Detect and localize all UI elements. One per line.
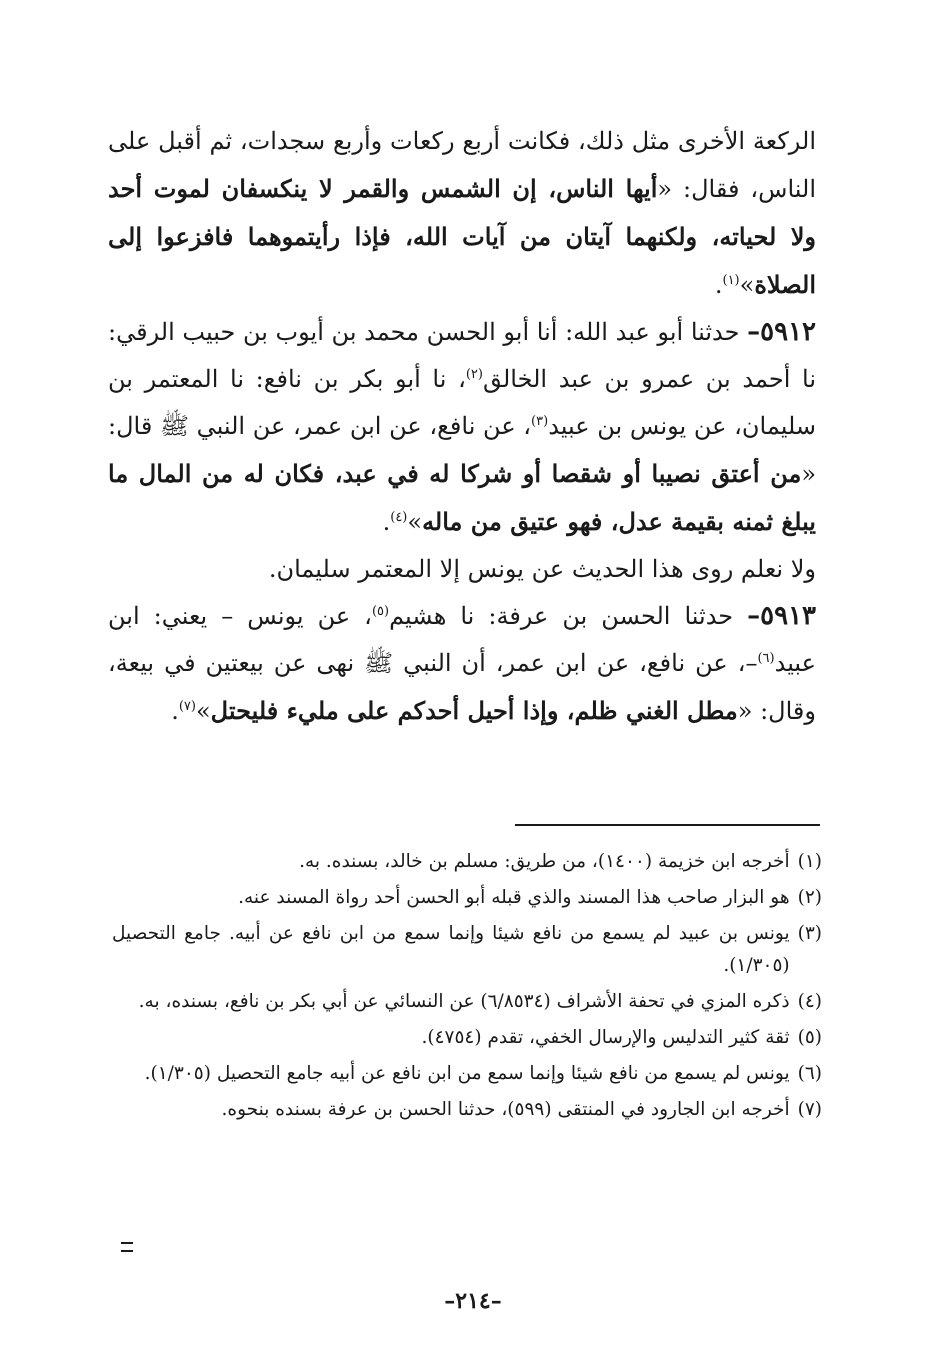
paragraph-1 xyxy=(108,118,816,309)
quote-close: » xyxy=(195,697,211,725)
footnote-6 xyxy=(112,1058,822,1090)
footnote-number: (١) xyxy=(797,851,822,872)
footnote-text: أخرجه ابن الجارود في المنتقى (٥٩٩)، حدثنا الحسن بن عرفة بسنده بنحوه. xyxy=(221,1099,790,1120)
footnote-number: (٤) xyxy=(797,991,822,1012)
sentence-end: . xyxy=(171,697,179,725)
main-text xyxy=(108,118,816,735)
footnote-5 xyxy=(112,1022,822,1054)
continuation-mark xyxy=(121,1242,133,1252)
footnote-ref-4: (٤) xyxy=(390,510,408,525)
footnote-ref-7: (٧) xyxy=(178,699,196,714)
paragraph-5913 xyxy=(108,593,816,735)
footnote-4 xyxy=(112,986,822,1018)
isnad-text: حدثنا الحسن بن عرفة: نا هشيم xyxy=(389,602,748,630)
footnote-1 xyxy=(112,846,822,878)
footnote-3 xyxy=(112,918,822,982)
footnote-text: هو البزار صاحب هذا المسند والذي قبله أبو الحسن أحد رواة المسند عنه. xyxy=(238,887,790,908)
hadith-quote-2: من أعتق نصيبا أو شقصا أو شركا له في عبد، فكان له من المال ما يبلغ ثمنه بقيمة عدل، فهو عتيق من ماله xyxy=(108,459,816,536)
footnote-ref-5: (٥) xyxy=(371,604,390,619)
footnote-number: (٧) xyxy=(797,1099,822,1120)
isnad-text: ، عن يونس – يعني: ابن عبيد xyxy=(108,602,816,677)
paragraph-1-text: الركعة الأخرى مثل ذلك، فكانت أربع ركعات وأربع سجدات، ثم أقبل على الناس، فقال: « xyxy=(108,127,816,203)
paragraph-5912 xyxy=(108,309,816,546)
footnote-text: ثقة كثير التدليس والإرسال الخفي، تقدم (٤٧٥٤). xyxy=(421,1027,790,1048)
footnotes xyxy=(112,846,822,1130)
footnote-text: يونس لم يسمع من نافع شيئا وإنما سمع من ابن نافع عن أبيه جامع التحصيل (١/٣٠٥). xyxy=(144,1063,790,1084)
footnote-ref-6: (٦) xyxy=(757,651,775,666)
footnote-2 xyxy=(112,882,822,914)
page-number: –٢١٤– xyxy=(444,1288,502,1314)
footnote-separator xyxy=(515,824,820,826)
quote-close: » xyxy=(407,508,423,536)
footnote-number: (٥) xyxy=(797,1027,822,1048)
hadith-number-5913: ٥٩١٣– xyxy=(747,601,817,631)
hadith-quote-3: مطل الغني ظلم، وإذا أحيل أحدكم على مليء فليحتل xyxy=(210,696,738,725)
sentence-end: . xyxy=(382,508,391,536)
footnote-7 xyxy=(112,1094,822,1126)
paragraph-comment: ولا نعلم روى هذا الحديث عن يونس إلا المعتمر سليمان. xyxy=(268,555,816,583)
quote-close: » xyxy=(739,271,755,299)
footnote-number: (٢) xyxy=(797,887,822,908)
footnote-ref-1: (١) xyxy=(722,273,740,288)
footnote-text: يونس بن عبيد لم يسمع من نافع شيئا وإنما سمع من ابن نافع عن أبيه. جامع التحصيل (١/٣٠٥). xyxy=(112,923,790,976)
footnote-number: (٦) xyxy=(797,1063,822,1084)
footnote-text: ذكره المزي في تحفة الأشراف (٦/٨٥٣٤) عن النسائي عن أبي بكر بن نافع، بسنده، به. xyxy=(138,991,790,1012)
isnad-text: حدثنا أبو عبد الله: أنا أبو الحسن محمد بن أيوب بن حبيب الرقي: نا أحمد بن عمرو بن عبد الخالق xyxy=(108,318,816,393)
footnote-text: أخرجه ابن خزيمة (١٤٠٠)، من طريق: مسلم بن خالد، بسنده. به. xyxy=(299,851,790,872)
hadith-number-5912: ٥٩١٢– xyxy=(747,317,816,347)
footnote-ref-2: (٢) xyxy=(465,367,483,382)
isnad-text: ، نا أبو بكر بن نافع: نا المعتمر بن سليمان، عن يونس بن عبيد xyxy=(108,365,816,440)
isnad-text: –، عن نافع، عن ابن عمر، أن النبي ﷺ نهى عن بيعتين في بيعة، وقال: « xyxy=(108,649,816,725)
footnote-ref-3: (٣) xyxy=(531,414,549,429)
hadith-quote-1: أيها الناس، إن الشمس والقمر لا ينكسفان لموت أحد ولا لحياته، ولكنهما آيتان من آيات الله، فإذا رأيتموهما فافزعوا إلى الصلاة xyxy=(108,174,816,299)
sentence-end: . xyxy=(714,271,723,299)
footnote-number: (٣) xyxy=(797,923,822,944)
isnad-text: ، عن نافع، عن ابن عمر، عن النبي ﷺ قال: « xyxy=(108,412,816,488)
